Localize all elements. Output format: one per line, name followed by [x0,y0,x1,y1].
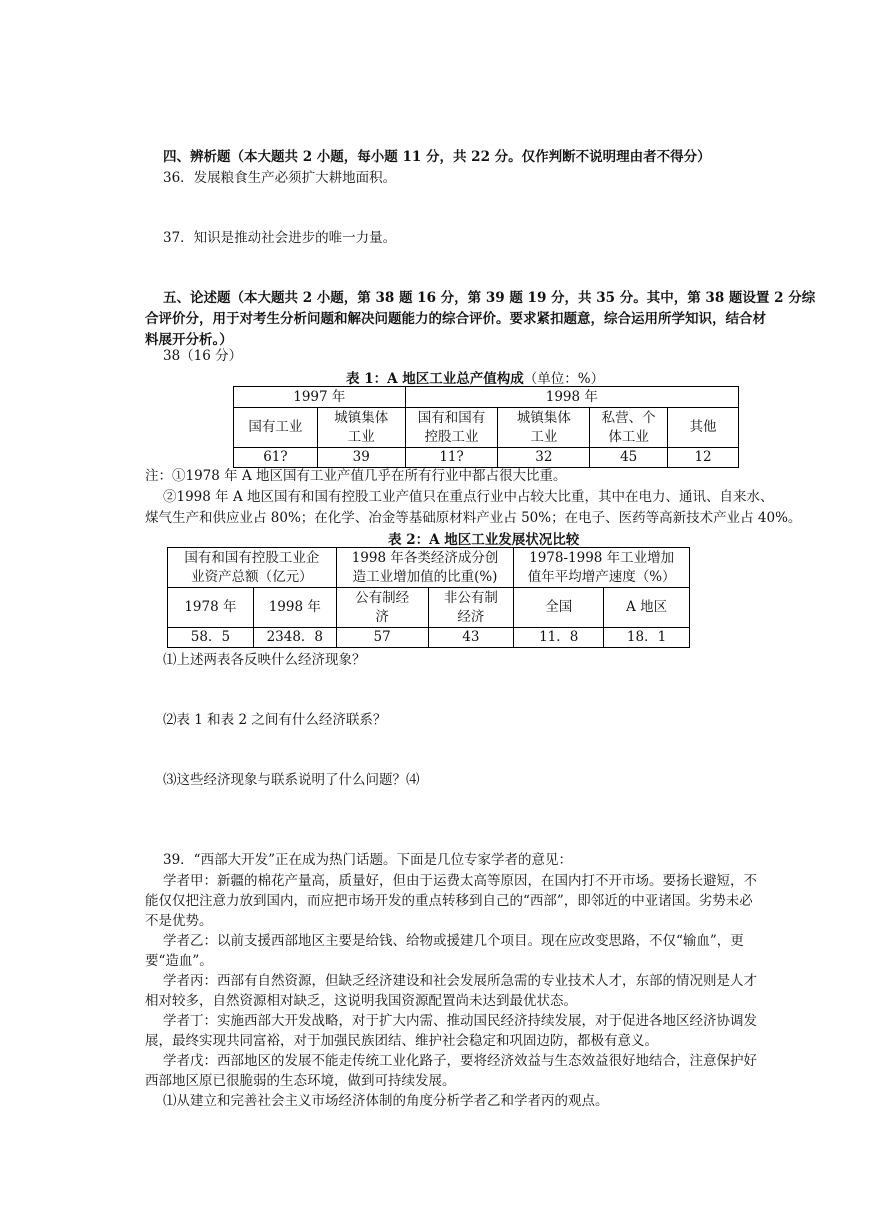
sub-line: 全国 [545,599,573,615]
q38-sub2: ⑵表 1 和表 2 之间有什么经济联系？ [163,712,387,728]
table1-header-cell [498,408,590,448]
q38-sub3: ⑶这些经济现象与联系说明了什么问题？⑷ [163,772,420,788]
group-line: 业资产总额（亿元） [191,568,313,585]
section5-heading-line3: 料展开分析。） [145,332,233,348]
section5-heading-line1: 五、论述题（本大题共 2 小题，第 38 题 16 分，第 39 题 19 分，共 35 分。其中，第 38 题设置 2 分综 [163,290,816,306]
table2-value-cell: 58．5 [168,628,254,648]
table1-year-1997: 1997 年 [234,387,406,408]
header-line: 其他 [689,419,717,435]
header-line: 体工业 [608,428,649,445]
sub-line: 非公有制 [443,589,498,606]
table1-header-cell [317,408,405,448]
sub-line: 1998 年 [268,599,321,615]
table1-value-cell: 61? [234,448,318,468]
table2-value-cell: 18．1 [604,628,690,648]
scholar-b-line1: 学者乙：以前支援西部地区主要是给钱、给物或援建几个项目。现在应改变思路，不仅“输血”，更 [163,933,744,949]
table2-sub-header [336,588,428,628]
sub-line: 1978 年 [184,599,237,615]
scholar-c-line1: 学者丙：西部有自然资源，但缺乏经济建设和社会发展所急需的专业技术人才，东部的情况则是人才 [163,973,757,989]
table1-caption [346,367,604,387]
table1-header-cell [590,408,668,448]
header-line: 城镇集体 [516,409,571,426]
question-36: 36．发展粮食生产必须扩大耕地面积。 [163,170,397,186]
table1-year-1998: 1998 年 [405,387,738,408]
table2-sub-header [428,588,514,628]
q39-sub1: ⑴从建立和完善社会主义市场经济体制的角度分析学者乙和学者丙的观点。 [163,1093,609,1109]
table1-value-cell: 32 [498,448,590,468]
table1-caption-unit: （单位：%） [523,371,605,387]
sub-line: A 地区 [626,599,668,615]
scholar-e-line1: 学者戊：西部地区的发展不能走传统工业化路子，要将经济效益与生态效益很好地结合，注意保护好 [163,1053,757,1069]
table1-header-cell [668,408,739,448]
table2 [167,547,690,648]
scholar-a-line1: 学者甲：新疆的棉花产量高，质量好，但由于运费太高等原因，在国内打不开市场。要扬长避短，不 [163,873,757,889]
sub-line: 济 [375,608,389,625]
table2-sub-header [253,588,336,628]
header-line: 国有工业 [248,419,303,435]
table2-group-header [514,548,690,588]
group-line: 值年平均增产速度（%） [527,568,676,585]
header-line: 工业 [530,428,558,445]
table1-value-cell: 12 [668,448,739,468]
group-line: 1998 年各类经济成分创 [351,549,499,566]
table2-value-cell: 43 [428,628,514,648]
table2-group-header [336,548,514,588]
scholar-d-line1: 学者丁：实施西部大开发战略，对于扩大内需、推动国民经济持续发展，对于促进各地区经济协调发 [163,1013,757,1029]
header-line: 城镇集体 [334,409,389,426]
header-line: 私营、个 [601,409,656,426]
header-line: 国有和国有 [417,409,486,426]
section5-heading-line2: 合评价分，用于对考生分析问题和解决问题能力的综合评价。要求紧扣题意，综合运用所学知识，结合材 [145,311,766,327]
scholar-a-line3: 不是优势。 [145,913,213,929]
table2-group-header [168,548,337,588]
scholar-c-line2: 相对较多，自然资源相对缺乏，这说明我国资源配置尚未达到最优状态。 [145,993,577,1009]
group-line: 国有和国有控股工业企 [184,549,320,566]
scholar-b-line2: 要“造血”。 [145,953,213,969]
note-2-line2: 煤气生产和供应业占 80%；在化学、冶金等基础原材料产业占 50%；在电子、医药等高新技术产业占 40%。 [145,510,802,526]
table1-value-cell: 39 [317,448,405,468]
scholar-a-line2: 能仅仅把注意力放到国内，而应把市场开发的重点转移到自己的“西部”，即邻近的中亚诸国。劣势未必 [145,893,753,909]
note-1: 注：①1978 年 A 地区国有工业产值几乎在所有行业中都占很大比重。 [145,468,567,484]
table1-caption-title: 表 1：A 地区工业总产值构成 [346,371,524,387]
group-line: 1978-1998 年工业增加 [529,549,675,566]
sub-line: 公有制经 [355,589,410,606]
table2-value-cell: 11．8 [514,628,604,648]
note-2-line1: ②1998 年 A 地区国有和国有控股工业产值只在重点行业中占较大比重，其中在电力、通讯、自来水、 [163,489,774,505]
table1-header-cell [234,408,318,448]
scholar-d-line2: 展，最终实现共同富裕，对于加强民族团结、维护社会稳定和巩固边防，都极有意义。 [145,1033,658,1049]
table1-value-cell: 45 [590,448,668,468]
table2-sub-header [168,588,254,628]
table1 [233,386,739,468]
sub-line: 经济 [457,608,485,625]
q39-intro: 39．“西部大开发”正在成为热门话题。下面是几位专家学者的意见： [163,852,572,868]
table2-caption: 表 2：A 地区工业发展状况比较 [388,532,580,548]
table2-sub-header [514,588,604,628]
scholar-e-line2: 西部地区原已很脆弱的生态环境，做到可持续发展。 [145,1073,456,1089]
group-line: 造工业增加值的比重(%) [352,568,498,585]
header-line: 工业 [347,428,375,445]
q38-sub1: ⑴上述两表各反映什么经济现象？ [163,652,366,668]
section4-heading: 四、辨析题（本大题共 2 小题，每小题 11 分，共 22 分。仅作判断不说明理由者不得分） [163,149,711,165]
table1-value-cell: 11? [405,448,498,468]
header-line: 控股工业 [424,428,479,445]
question-38-label: 38（16 分） [163,348,243,364]
question-37: 37．知识是推动社会进步的唯一力量。 [163,230,397,246]
table2-value-cell: 2348．8 [253,628,336,648]
table1-header-cell [405,408,498,448]
table2-value-cell: 57 [336,628,428,648]
table2-sub-header [604,588,690,628]
